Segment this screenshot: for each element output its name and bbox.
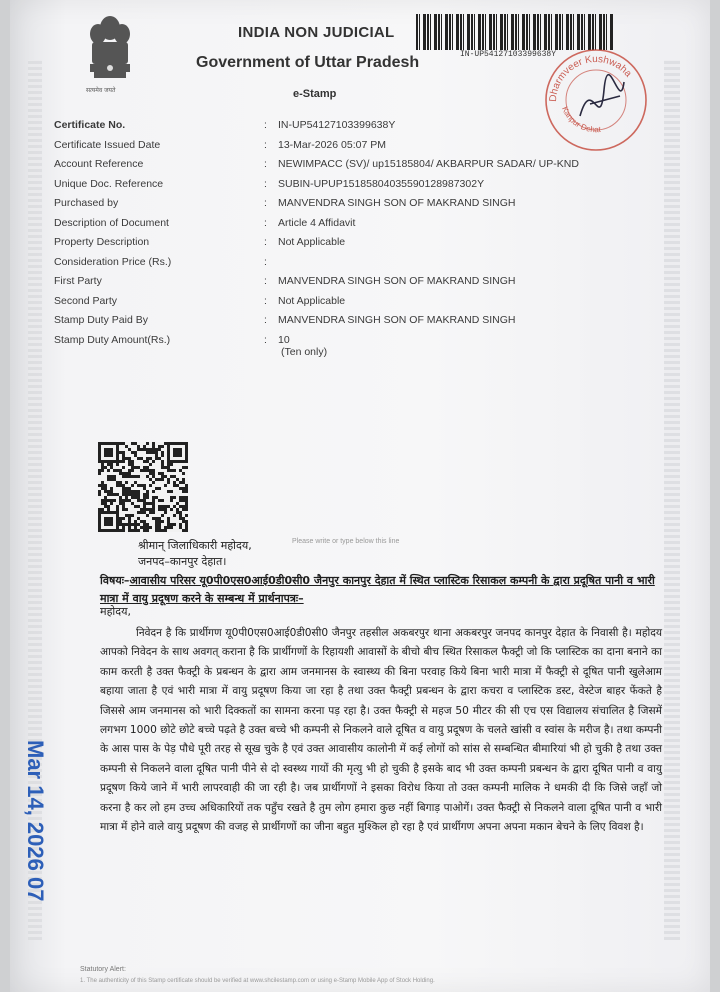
field-label: Certificate No. [54, 119, 126, 131]
field-label: Consideration Price (Rs.) [54, 255, 172, 268]
field-value: MANVENDRA SINGH SON OF MAKRAND SINGH [278, 275, 516, 287]
field-value: MANVENDRA SINGH SON OF MAKRAND SINGH [278, 197, 516, 209]
field-label: Description of Document [54, 216, 169, 229]
subject-text: आवासीय परिसर यू0पी0एस0आई0डी0सी0 जैनपुर कानपुर देहात में स्थित प्लास्टिक रिसाकल कम्पनी के द्वारा प्रदूषित पानी व भारी मात्रा में वायु प्रदूषण करने के सम्बन्ध में प्रार्थनापत्रः– [100, 574, 655, 605]
ashoka-emblem-icon [84, 12, 136, 94]
field-value: SUBIN-UPUP15185804035590128987302Y [278, 177, 485, 190]
field-row-stamp-duty-amount: Stamp Duty Amount(Rs.) : 10 (Ten only) [54, 334, 614, 374]
letter-body: निवेदन है कि प्रार्थीगण यू0पी0एस0आई0डी0सी0 जैनपुर तहसील अकबरपुर थाना अकबरपुर जनपद कानपुर देहात के निवासी है। महोदय आपको निवेदन के साथ अवगत् कराना है कि प्रार्थीगणों के रिहायशी आवासों के बीचो बीच स्थित रिसाकल फैक्ट्री जो कि प्लास्टिक का दाना बनाने का काम करती है उक्त फैक्ट्री के प्रबन्धन के द्वारा आम जनमानस के स्वास्थ्य की बिना परवाह किये बिना भारी मात्रा में फैक्ट्री से दूषित पानी खुलेआम बहाया जाता है एवं भारी मात्रा में वायु प्रदूषण किया जा रहा है तथा उक्त फैक्ट्री प्रबन्धन के द्वारा कचरा व प्लास्टिक डस्ट, वेस्टेज बाहर फेंकते है जिससे आम जनमानस को भारी दिक्कतों का सामना करना पड़ रहा है। उक्त फैक्ट्री से महज 50 मीटर की सी एच एस विद्यालय संचालित है जिसमें लगभग 1000 छोटे छोटे बच्चे पढ़ते है उक्त बच्चे भी कम्पनी से निकलने वाले दूषित व वायु प्रदूषण के चलते खांसी व स्वांस के मरीज है। तथा कम्पनी के आस पास के पेड़ पौधे पूरी तरह से सूख चुके है एवं उक्त आवासीय कालोनी में कई लोगों को सांस से सम्बन्धित बीमारियां भी हो चुकी है तथा उक्त कम्पनी से निकलने वाला दूषित पानी पीने से दो स्वस्थ्य गायों की मृत्यु भी हो चुकी है इसके बाद भी उक्त कम्पनी प्रबन्धन के द्वारा दूषित पानी व वायु प्रदूषण किये जाने में भारी लापरवाही की जा रही है। जब प्रार्थीगणों ने इसका विरोध किया तो उक्त कम्पनी मालिक ने धमकी दी कि जिसे जहाँ जो करना है कर लो हम उच्च अधिकारियों तक पहुँच रखते है तुम लोग हमारा कुछ नहीं बिगाड़ पाओगें। उक्त फैक्ट्री से निकलने वाला दूषित पानी व भारी मात्रा में होने वाले वायु प्रदूषण की वजह से प्रार्थीगणों का जीना बहुत मुश्किल हो रहा है एवं प्रार्थीगण अपना अपना मकान बेचने के लिए विवश है। [100, 627, 662, 834]
field-label: Purchased by [54, 197, 119, 209]
field-row-stamp-duty-paid-by: Stamp Duty Paid By : MANVENDRA SINGH SON OF MAKRAND SINGH [54, 314, 614, 334]
header-e-stamp: e-Stamp [293, 88, 337, 100]
field-label: First Party [54, 275, 102, 287]
field-row-description: Description of Document : Article 4 Affidavit [54, 217, 614, 237]
field-row-certificate-no: Certificate No. : IN-UP54127103399638Y [54, 119, 614, 139]
letter-addressee: श्रीमान् जिलाधिकारी महोदय, [138, 539, 252, 552]
field-value: MANVENDRA SINGH SON OF MAKRAND SINGH [278, 314, 516, 326]
write-below-line-note: Please write or type below this line [292, 538, 400, 545]
stamp-vendor-name: Dharmveer Kushwaha [547, 53, 634, 103]
field-value: Article 4 Affidavit [278, 216, 356, 229]
subject-prefix: विषयः– [100, 574, 130, 587]
side-date-stamp: Mar 14, 2026 07 [23, 740, 48, 902]
field-value: IN-UP54127103399638Y [278, 119, 396, 131]
letter-district: जनपद–कानपुर देहात। [138, 555, 227, 568]
field-row-issued-date: Certificate Issued Date : 13-Mar-2026 05:07 PM [54, 139, 614, 159]
field-value-words: (Ten only) [281, 345, 328, 358]
field-row-purchased-by: Purchased by : MANVENDRA SINGH SON OF MAKRAND SINGH [54, 197, 614, 217]
svg-text:Dharmveer Kushwaha [548, 54, 634, 102]
field-row-account-reference: Account Reference : NEWIMPACC (SV)/ up15185804/ AKBARPUR SADAR/ UP-KND [54, 158, 614, 178]
field-row-second-party: Second Party : Not Applicable [54, 295, 614, 315]
field-label: Property Description [54, 236, 150, 248]
field-row-unique-doc-reference: Unique Doc. Reference : SUBIN-UPUP15185804035590128987302Y [54, 178, 614, 198]
field-value: NEWIMPACC (SV)/ up15185804/ AKBARPUR SADAR/ UP-KND [278, 158, 579, 170]
field-value: 10 [278, 333, 290, 346]
field-value: Not Applicable [278, 236, 346, 248]
security-border-right [664, 60, 680, 940]
letter-subject [100, 572, 660, 608]
header-india-non-judicial: INDIA NON JUDICIAL [238, 24, 395, 41]
letter-salutation: महोदय, [100, 605, 131, 618]
qr-code [98, 442, 188, 532]
statutory-alert-line: 1. The authenticity of this Stamp certificate should be verified at www.shcilestamp.com or using e-Stamp Mobile App of Stock Holding. [80, 978, 435, 984]
field-value: Not Applicable [278, 294, 346, 307]
field-row-consideration-price: Consideration Price (Rs.) : [54, 255, 267, 268]
field-row-property-description: Property Description : Not Applicable [54, 236, 614, 256]
field-label: Stamp Duty Paid By [54, 314, 148, 326]
field-value: 13-Mar-2026 05:07 PM [278, 138, 386, 151]
field-label: Unique Doc. Reference [54, 177, 164, 190]
emblem-caption: सत्यमेव जयते [86, 87, 116, 94]
field-label: Account Reference [54, 158, 144, 170]
field-label: Second Party [54, 294, 118, 307]
header-government: Government of Uttar Pradesh [196, 54, 420, 71]
field-row-first-party: First Party : MANVENDRA SINGH SON OF MAKRAND SINGH [54, 275, 614, 295]
statutory-alert-title: Statutory Alert: [80, 966, 126, 973]
barcode-number: IN-UP54127103399638Y [460, 50, 557, 59]
stamp-place: Kanpur Dehat [560, 105, 602, 135]
field-label: Stamp Duty Amount(Rs.) [54, 333, 171, 346]
signature-scribble [580, 75, 624, 116]
certificate-details [54, 119, 614, 374]
field-label: Certificate Issued Date [54, 138, 161, 151]
